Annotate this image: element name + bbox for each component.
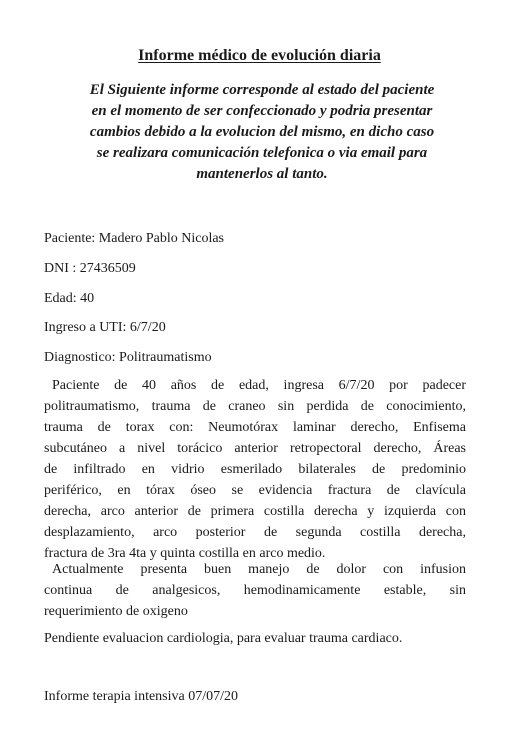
patient-name-field: Paciente: Madero Pablo Nicolas: [44, 231, 225, 246]
paragraph-line: requerimiento de oxigeno: [44, 604, 188, 619]
paragraph-line: derecha, arco anterior de primera costilla derecha y izquierda con: [44, 504, 466, 519]
document-title: Informe médico de evolución diaria: [138, 47, 381, 64]
intro-line: en el momento de ser confeccionado y podria presentar: [91, 103, 433, 119]
diagnosis-field: Diagnostico: Politraumatismo: [44, 350, 212, 365]
intro-line: se realizara comunicación telefonica o via email para: [96, 145, 428, 161]
paragraph-line: continua de analgesicos, hemodinamicamente estable, sin: [44, 583, 466, 598]
intro-notice: [36, 80, 488, 185]
paragraph-line: Paciente de 40 años de edad, ingresa 6/7/20 por padecer: [52, 378, 466, 393]
pending-evaluation-text: Pendiente evaluacion cardiologia, para evaluar trauma cardiaco.: [44, 631, 403, 646]
paragraph-line: desplazamiento, arco posterior de segunda costilla derecha,: [44, 525, 466, 540]
intro-line: cambios debido a la evolucion del mismo, en dicho caso: [89, 124, 435, 140]
paragraph-line: de infiltrado en vidrio esmerilado bilaterales de predominio: [44, 462, 466, 477]
clinical-history-paragraph: [44, 375, 466, 564]
dni-field: DNI : 27436509: [44, 261, 136, 276]
report-footer: Informe terapia intensiva 07/07/20: [44, 689, 238, 704]
admission-field: Ingreso a UTI: 6/7/20: [44, 320, 166, 335]
intro-line: mantenerlos al tanto.: [196, 166, 328, 182]
paragraph-line: periférico, en tórax óseo se evidencia fractura de clavícula: [44, 483, 466, 498]
age-field: Edad: 40: [44, 291, 95, 306]
paragraph-line: politraumatismo, trauma de craneo sin perdida de conocimiento,: [44, 399, 466, 414]
current-status-paragraph: [44, 559, 466, 622]
paragraph-line: trauma de torax con: Neumotórax laminar derecho, Enfisema: [44, 420, 466, 435]
paragraph-line: Actualmente presenta buen manejo de dolor con infusion: [52, 562, 466, 577]
paragraph-line: subcutáneo a nivel torácico anterior retropectoral derecho, Áreas: [44, 441, 466, 456]
paragraph-line: fractura de 3ra 4ta y quinta costilla en arco medio.: [44, 546, 326, 561]
intro-line: El Siguiente informe corresponde al estado del paciente: [89, 82, 435, 98]
